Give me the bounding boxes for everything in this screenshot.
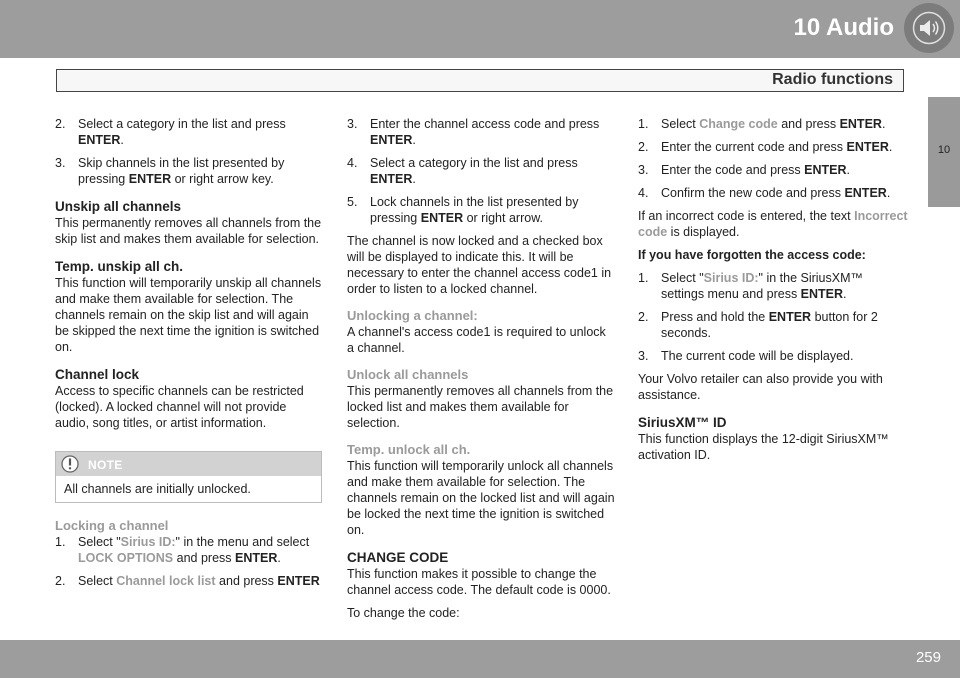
item-text: Confirm the new code and press (661, 186, 845, 200)
item-number: 5. (347, 195, 358, 209)
heading-unlocking: Unlocking a channel: (347, 308, 478, 323)
paragraph (638, 208, 908, 240)
item-text: . (412, 172, 416, 186)
list-item (638, 309, 908, 341)
item-text: Enter the channel access code and press (370, 117, 600, 131)
item-text: Select a category in the list and press (78, 117, 286, 131)
menu-label: Sirius ID: (703, 271, 759, 285)
heading-unskip: Unskip all channels (55, 199, 182, 214)
heading-locking: Locking a channel (55, 518, 169, 533)
item-number: 3. (638, 163, 649, 177)
item-text: and press (173, 551, 235, 565)
key-label: ENTER (844, 186, 887, 200)
note-box (55, 451, 322, 503)
item-text: . (277, 551, 281, 565)
item-number: 4. (347, 156, 358, 170)
section-bar (56, 69, 904, 92)
paragraph: This function makes it possible to change the channel access code. The default code is 0000. (347, 567, 611, 597)
item-text: Enter the code and press (661, 163, 805, 177)
menu-label: LOCK OPTIONS (78, 551, 174, 565)
item-text: Lock channels in the list presented by pressing (370, 195, 579, 225)
item-number: 4. (638, 186, 649, 200)
list-item (638, 162, 908, 178)
heading-temp-unlock: Temp. unlock all ch. (347, 442, 471, 457)
key-label: ENTER (839, 117, 882, 131)
key-label: ENTER (277, 574, 320, 588)
menu-label: Channel lock list (116, 574, 216, 588)
item-number: 2. (638, 310, 649, 324)
paragraph: This function will temporarily unlock all channels and make them available for selection. The channels remain on the locked list and will again be locked the next time the ignition is switched on. (347, 459, 615, 537)
paragraph: The channel is now locked and a checked box will be displayed to indicate this. It will be necessary to enter the channel access code1 in order to listen to a locked channel. (347, 234, 612, 296)
list-item (638, 348, 908, 364)
display-text: Incorrect code (638, 209, 908, 239)
heading-siriusxm-id: SiriusXM™ ID (638, 415, 727, 430)
item-text: Enter the current code and press (661, 140, 847, 154)
item-text: Select " (78, 535, 121, 549)
paragraph: To change the code: (347, 606, 460, 620)
item-text: and press (215, 574, 278, 588)
item-number: 2. (55, 117, 66, 131)
paragraph-text: is displayed. (667, 225, 740, 239)
list-item (347, 155, 615, 187)
note-title: NOTE (88, 458, 123, 472)
key-label: ENTER (78, 133, 121, 147)
item-number: 3. (55, 156, 66, 170)
key-label: ENTER (800, 287, 844, 301)
item-number: 3. (638, 349, 649, 363)
paragraph-text: If an incorrect code is entered, the text (638, 209, 855, 223)
item-text: The current code will be displayed. (661, 349, 854, 363)
item-text: Press and hold the (661, 310, 769, 324)
key-label: ENTER (370, 172, 413, 186)
item-text: . (888, 140, 893, 154)
page-header (0, 0, 960, 58)
heading-unlock-all: Unlock all channels (347, 367, 469, 382)
item-text: Skip channels in the list presented by pressing (78, 156, 285, 186)
list-item (347, 116, 615, 148)
paragraph: Access to specific channels can be restricted (locked). A locked channel will not provide audio, song titles, or artist information. (55, 384, 304, 430)
menu-label: Sirius ID: (120, 535, 176, 549)
item-text: Select (661, 117, 700, 131)
item-text: or right arrow key. (171, 172, 274, 186)
note-body: All channels are initially unlocked. (64, 482, 251, 496)
key-label: ENTER (420, 211, 464, 225)
key-label: ENTER (128, 172, 172, 186)
item-text: Select (78, 574, 117, 588)
item-text: or right arrow. (463, 211, 543, 225)
key-label: ENTER (768, 310, 812, 324)
item-text: . (886, 186, 891, 200)
key-label: ENTER (804, 163, 847, 177)
heading-temp-unskip: Temp. unskip all ch. (55, 259, 184, 274)
heading-channel-lock: Channel lock (55, 367, 140, 382)
item-text: . (881, 117, 886, 131)
note-header (56, 452, 321, 476)
speaker-icon (904, 3, 954, 53)
key-label: ENTER (370, 133, 413, 147)
item-text: . (120, 133, 124, 147)
item-number: 2. (55, 574, 66, 588)
subheading-forgot: If you have forgotten the access code: (638, 248, 866, 262)
heading-change-code: CHANGE CODE (347, 550, 449, 565)
item-text: " in the SiriusXM™ settings menu and press (661, 271, 863, 301)
section-title: Radio functions (772, 71, 893, 88)
item-text: Select " (661, 271, 704, 285)
info-icon (61, 455, 79, 473)
column-1 (55, 116, 322, 596)
item-text: and press (777, 117, 840, 131)
item-text: button for 2 seconds. (661, 310, 878, 340)
column-3 (638, 116, 908, 470)
item-text: . (843, 287, 847, 301)
paragraph: This permanently removes all channels from the locked list and makes them available for selection. (347, 384, 614, 430)
item-number: 1. (55, 535, 66, 549)
item-number: 3. (347, 117, 358, 131)
list-item (55, 534, 322, 566)
paragraph: Your Volvo retailer can also provide you with assistance. (638, 372, 883, 402)
list-item (638, 270, 908, 302)
menu-label: Change code (699, 117, 778, 131)
paragraph: This function displays the 12-digit SiriusXM™ activation ID. (638, 432, 889, 462)
paragraph: A channel's access code1 is required to unlock a channel. (347, 325, 606, 355)
list-item (55, 573, 322, 589)
item-text: Select a category in the list and press (370, 156, 578, 170)
key-label: ENTER (846, 140, 889, 154)
chapter-title: 10 Audio (793, 14, 894, 41)
item-text: " in the menu and select (175, 535, 310, 549)
list-item (638, 116, 908, 132)
list-item (347, 194, 615, 226)
item-number: 2. (638, 140, 649, 154)
paragraph: This function will temporarily unskip all channels and make them available for selection. The channels remain on the skip list and will again be skipped the next time the ignition is switched on. (55, 276, 322, 354)
paragraph: This permanently removes all channels from the skip list and makes them available for selection. (55, 216, 322, 246)
list-item (55, 116, 322, 148)
column-2 (347, 116, 615, 628)
item-text: . (846, 163, 851, 177)
item-number: 1. (638, 117, 649, 131)
list-item (55, 155, 322, 187)
key-label: ENTER (235, 551, 278, 565)
chapter-tab (928, 97, 960, 207)
chapter-tab-number: 10 (937, 144, 951, 156)
page-footer (0, 640, 960, 678)
item-number: 1. (638, 271, 649, 285)
list-item (638, 139, 908, 155)
item-text: . (412, 133, 416, 147)
page-number: 259 (915, 649, 941, 666)
list-item (638, 185, 908, 201)
